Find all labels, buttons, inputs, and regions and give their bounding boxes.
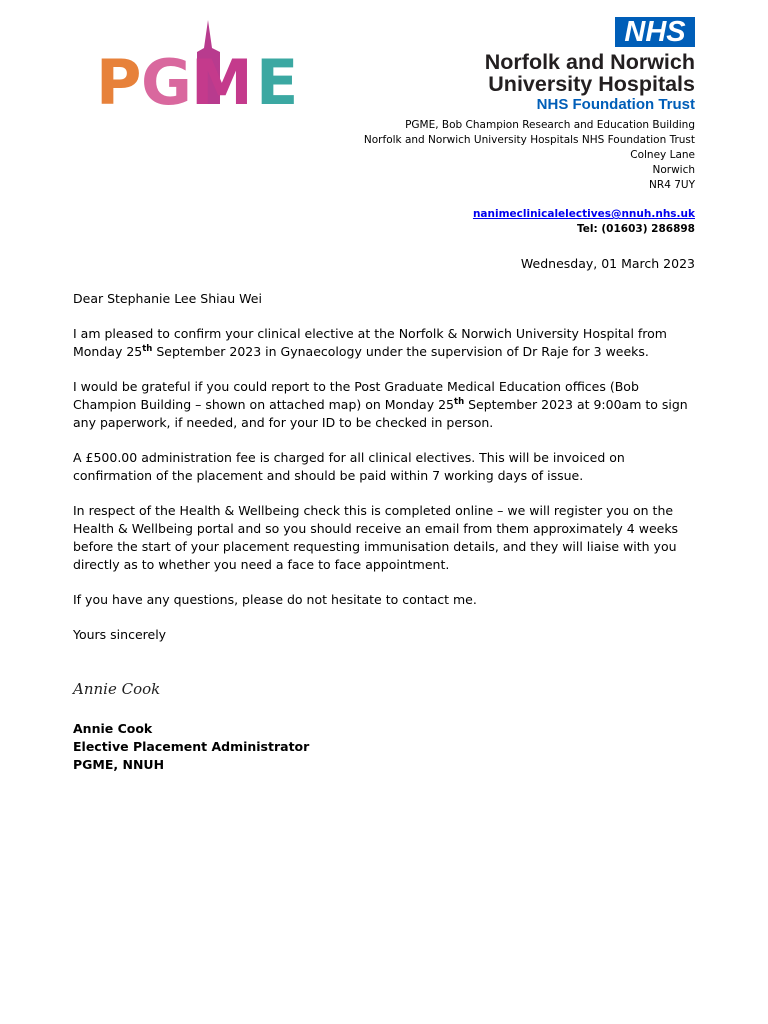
paragraph-reporting: I would be grateful if you could report to the Post Graduate Medical Education offices (Bob Champion Building – shown on attached map) on Monday 25th September 2023 at 9:00am to sign any paperwork, if needed, and for your ID to be checked in person. [73, 379, 688, 430]
greeting: Dear Stephanie Lee Shiau Wei [73, 291, 262, 306]
pgme-letter-g: G [141, 46, 192, 108]
paragraph-health-check: In respect of the Health & Wellbeing check this is completed online – we will register you on the Health & Wellbeing portal and so you should receive an email from them approximately 4 weeks before the start of your placement requesting immunisation details, and they will liaise with you directly as to whether you need a face to face appointment. [73, 503, 679, 572]
contact-block [473, 207, 695, 237]
paragraph-questions: If you have any questions, please do not hesitate to contact me. [73, 592, 477, 607]
letter-body [73, 290, 698, 661]
pgme-letter-p: P [96, 46, 142, 108]
pgme-letter-m: M [191, 46, 253, 108]
paragraph-fee: A £500.00 administration fee is charged for all clinical electives. This will be invoiced on confirmation of the placement and should be paid within 7 working days of issue. [73, 450, 625, 483]
sign-off-block [73, 720, 309, 774]
nhs-logo: NHS [615, 17, 695, 47]
signoff-org: PGME, NNUH [73, 757, 165, 772]
signoff-name: Annie Cook [73, 721, 153, 736]
pgme-letter-e: E [256, 46, 299, 108]
letter-date: Wednesday, 01 March 2023 [520, 256, 695, 271]
telephone: Tel: (01603) 286898 [577, 223, 695, 235]
paragraph-confirmation: I am pleased to confirm your clinical elective at the Norfolk & Norwich University Hospital from Monday 25th September 2023 in Gynaecology under the supervision of Dr Raje for 3 weeks. [73, 326, 667, 359]
trust-name [485, 51, 695, 95]
sender-address [364, 118, 695, 193]
pgme-logo [96, 18, 310, 108]
closing: Yours sincerely [73, 627, 167, 642]
address-line: NR4 7UY [649, 179, 695, 191]
handwritten-signature: Annie Cook [73, 680, 161, 698]
pgme-logo-graphic [96, 18, 310, 108]
trust-name-line2: University Hospitals [488, 72, 695, 96]
trust-name-line1: Norfolk and Norwich [484, 50, 695, 74]
address-line: PGME, Bob Champion Research and Education Building [405, 119, 695, 131]
email-link[interactable]: nanimeclinicalelectives@nnuh.nhs.uk [472, 208, 695, 220]
address-line: Colney Lane [630, 149, 695, 161]
trust-subtitle: NHS Foundation Trust [536, 96, 695, 113]
address-line: Norwich [652, 164, 695, 176]
signoff-title: Elective Placement Administrator [73, 739, 310, 754]
address-line: Norfolk and Norwich University Hospitals NHS Foundation Trust [363, 134, 695, 146]
